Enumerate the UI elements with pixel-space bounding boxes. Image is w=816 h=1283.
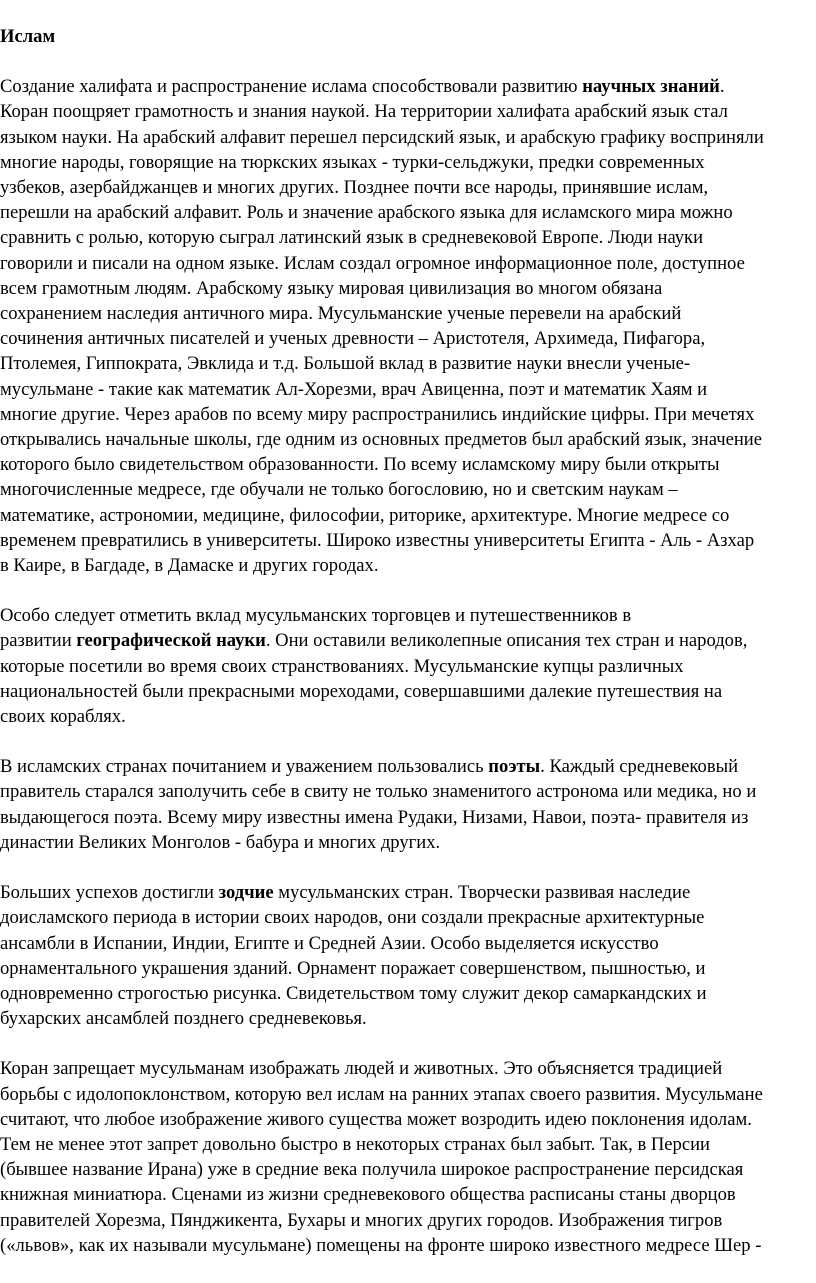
text-line: правитель старался заполучить себе в свиту не только знаменитого астронома или медика, но и bbox=[0, 781, 757, 803]
bold-term: географической науки bbox=[76, 630, 266, 652]
bold-term: поэты bbox=[488, 756, 541, 778]
text-line: многочисленные медресе, где обучали не только богословию, но и светским наукам – bbox=[0, 479, 678, 501]
text-line: многие другие. Через арабов по всему миру распространились индийские цифры. При мечетях bbox=[0, 403, 755, 425]
text-line: сочинения античных писателей и ученых древности – Аристотеля, Архимеда, Пифагора, bbox=[0, 328, 706, 350]
text-line: всем грамотным людям. Арабскому языку мировая цивилизация во многом обязана bbox=[0, 277, 663, 299]
text-line: книжная миниатюра. Сценами из жизни средневекового общества расписаны станы дворцов bbox=[0, 1184, 736, 1206]
text-line: языком науки. На арабский алфавит перешел персидский язык, и арабскую графику восприняли bbox=[0, 126, 764, 148]
text-line: своих кораблях. bbox=[0, 706, 126, 728]
paragraph bbox=[0, 880, 816, 1031]
text-line: Больших успехов достигли зодчие мусульманских стран. Творчески развивая наследие bbox=[0, 882, 691, 904]
text-line: (бывшее название Ирана) уже в средние века получила широкое распространение персидская bbox=[0, 1159, 744, 1181]
paragraph bbox=[0, 603, 816, 729]
text-line: перешли на арабский алфавит. Роль и значение арабского языка для исламского мира можно bbox=[0, 202, 733, 224]
text-line: доисламского периода в истории своих народов, они создали прекрасные архитектурные bbox=[0, 907, 705, 929]
paragraph bbox=[0, 1056, 816, 1258]
text-line: математике, астрономии, медицине, философии, риторике, архитектуре. Многие медресе со bbox=[0, 504, 730, 526]
text-line: В исламских странах почитанием и уважением пользовались поэты. Каждый средневековый bbox=[0, 756, 739, 778]
text-line: Птолемея, Гиппократа, Эвклида и т.д. Большой вклад в развитие науки внесли ученые- bbox=[0, 353, 691, 375]
document-title: Ислам bbox=[0, 26, 56, 47]
document-page bbox=[0, 24, 816, 1283]
text-line: ансамбли в Испании, Индии, Египте и Средней Азии. Особо выделяется искусство bbox=[0, 932, 659, 954]
text-line: узбеков, азербайджанцев и многих других. Позднее почти все народы, принявшие ислам, bbox=[0, 177, 709, 199]
text-line: выдающегося поэта. Всему миру известны имена Рудаки, Низами, Навои, поэта- правителя из bbox=[0, 806, 749, 828]
text-line: мусульмане - такие как математик Ал-Хорезми, врач Авиценна, поэт и математик Хаям и bbox=[0, 378, 708, 400]
text-line: орнаментального украшения зданий. Орнамент поражает совершенством, пышностью, и bbox=[0, 957, 706, 979]
document-body bbox=[0, 74, 816, 1258]
text-line: Коран запрещает мусульманам изображать людей и животных. Это объясняется традицией bbox=[0, 1058, 723, 1080]
bold-term: зодчие bbox=[218, 882, 274, 904]
text-line: династии Великих Монголов - бабура и многих других. bbox=[0, 831, 441, 853]
text-line: сравнить с ролью, которую сыграл латинский язык в средневековой Европе. Люди науки bbox=[0, 227, 704, 249]
text-line: временем превратились в университеты. Широко известны университеты Египта - Аль - Азхар bbox=[0, 529, 755, 551]
bold-term: научных знаний bbox=[582, 76, 720, 98]
text-line: говорили и писали на одном языке. Ислам создал огромное информационное поле, доступное bbox=[0, 252, 745, 274]
text-line: которые посетили во время своих странствованиях. Мусульманские купцы различных bbox=[0, 655, 684, 677]
text-line: открывались начальные школы, где одним из основных предметов был арабский язык, значение bbox=[0, 429, 762, 451]
text-line: бухарских ансамблей позднего средневековья. bbox=[0, 1008, 367, 1030]
text-line: правителей Хорезма, Пянджикента, Бухары и многих других городов. Изображения тигров bbox=[0, 1209, 723, 1231]
text-line: считают, что любое изображение живого существа может возродить идею поклонения идолам. bbox=[0, 1108, 752, 1130]
text-line: («львов», как их называли мусульмане) помещены на фронте широко известного медресе Шер - bbox=[0, 1234, 762, 1256]
text-line: Тем не менее этот запрет довольно быстро в некоторых странах был забыт. Так, в Персии bbox=[0, 1133, 711, 1155]
text-line: Особо следует отметить вклад мусульманских торговцев и путешественников в bbox=[0, 605, 632, 627]
text-line: в Каире, в Багдаде, в Дамаске и других городах. bbox=[0, 555, 379, 577]
text-line: сохранением наследия античного мира. Мусульманские ученые перевели на арабский bbox=[0, 303, 682, 325]
text-line: которого было свидетельством образованности. По всему исламскому миру были открыты bbox=[0, 454, 720, 476]
text-line: одновременно строгостью рисунка. Свидетельством тому служит декор самаркандских и bbox=[0, 982, 707, 1004]
text-line: Создание халифата и распространение ислама способствовали развитию научных знаний. bbox=[0, 76, 725, 98]
paragraph bbox=[0, 754, 816, 855]
text-line: борьбы с идолопоклонством, которую вел ислам на ранних этапах своего развития. Мусульмане bbox=[0, 1083, 763, 1105]
text-line: национальностей были прекрасными мореходами, совершавшими далекие путешествия на bbox=[0, 680, 723, 702]
text-line: многие народы, говорящие на тюркских языках - турки-сельджуки, предки современных bbox=[0, 151, 705, 173]
text-line: развитии географической науки. Они оставили великолепные описания тех стран и народов, bbox=[0, 630, 748, 652]
text-line: Коран поощряет грамотность и знания наукой. На территории халифата арабский язык стал bbox=[0, 101, 728, 123]
paragraph bbox=[0, 74, 816, 578]
